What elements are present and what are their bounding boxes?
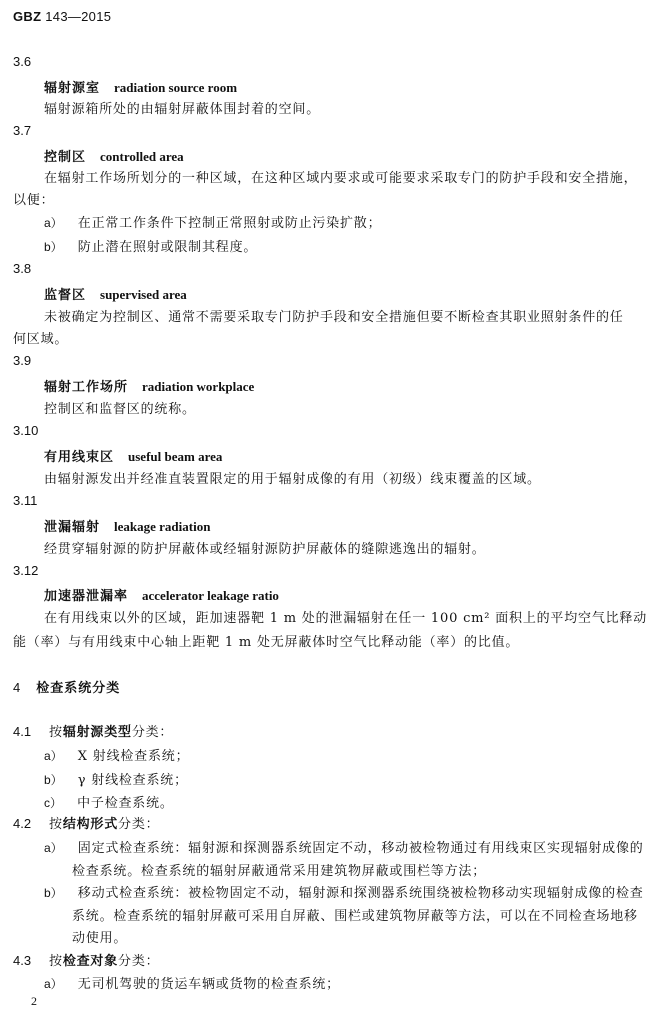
term-heading bbox=[44, 516, 210, 535]
subclause-number: 4.1 bbox=[13, 724, 32, 739]
item-text-continued: 系统。检查系统的辐射屏蔽可采用自屏蔽、围栏或建筑物屏蔽等方法，可以在不同检查场地移 bbox=[72, 909, 638, 924]
item-text-continued: 检查系统。检查系统的辐射屏蔽通常采用建筑物屏蔽或围栏等方法； bbox=[72, 864, 487, 879]
standard-number: 143—2015 bbox=[45, 9, 112, 24]
item-text-continued: 动使用。 bbox=[72, 931, 128, 946]
term-chinese: 辐射源室 bbox=[44, 81, 101, 96]
subclause-prefix: 按 bbox=[49, 725, 63, 740]
clause-number: 3.10 bbox=[13, 423, 39, 438]
clause-number: 3.12 bbox=[13, 563, 39, 578]
term-heading bbox=[44, 284, 187, 303]
term-english: radiation source room bbox=[114, 80, 238, 95]
section-heading bbox=[13, 677, 120, 696]
term-english: useful beam area bbox=[128, 449, 223, 464]
subclause-heading bbox=[13, 721, 173, 740]
item-label: a） bbox=[44, 749, 63, 763]
subclause-prefix: 按 bbox=[49, 817, 63, 832]
term-definition-continued: 以便： bbox=[13, 193, 55, 208]
term-heading bbox=[44, 146, 184, 165]
item-text: γ 射线检查系统； bbox=[77, 773, 188, 788]
term-definition-continued: 能（率）与有用线束中心轴上距靶 1 m 处无屏蔽体时空气比释动能（率）的比值。 bbox=[13, 635, 520, 650]
term-heading bbox=[44, 376, 254, 395]
subclause-number: 4.2 bbox=[13, 816, 32, 831]
subclause-keyword: 辐射源类型 bbox=[62, 725, 132, 740]
term-heading bbox=[44, 77, 237, 96]
term-definition: 经贯穿辐射源的防护屏蔽体或经辐射源防护屏蔽体的缝隙逃逸出的辐射。 bbox=[44, 542, 486, 557]
item-label: c） bbox=[44, 796, 63, 810]
term-heading bbox=[44, 446, 222, 465]
item-label: b） bbox=[44, 886, 63, 900]
clause-number: 3.11 bbox=[13, 493, 38, 508]
clause-number: 3.8 bbox=[13, 261, 32, 276]
list-item bbox=[44, 792, 174, 811]
item-label: a） bbox=[44, 977, 63, 991]
subclause-prefix: 按 bbox=[49, 954, 63, 969]
term-chinese: 有用线束区 bbox=[44, 450, 115, 465]
term-definition: 控制区和监督区的统称。 bbox=[44, 402, 196, 417]
term-definition: 在有用线束以外的区域，距加速器靶 1 m 处的泄漏辐射在任一 100 cm² 面积上的平均空气比释动 bbox=[44, 611, 648, 626]
subclause-suffix: 分类： bbox=[118, 817, 160, 832]
term-english: leakage radiation bbox=[114, 519, 211, 534]
clause-number: 3.6 bbox=[13, 54, 32, 69]
term-english: accelerator leakage ratio bbox=[142, 588, 279, 603]
list-item bbox=[44, 212, 381, 231]
subclause-keyword: 检查对象 bbox=[62, 954, 119, 969]
section-title: 检查系统分类 bbox=[36, 681, 121, 696]
item-text: 防止潜在照射或限制其程度。 bbox=[77, 240, 258, 255]
term-chinese: 加速器泄漏率 bbox=[44, 589, 129, 604]
subclause-suffix: 分类： bbox=[118, 954, 160, 969]
item-label: a） bbox=[44, 216, 63, 230]
item-label: a） bbox=[44, 841, 63, 855]
subclause-suffix: 分类： bbox=[131, 725, 174, 740]
item-text: 固定式检查系统：辐射源和探测器系统固定不动，移动被检物通过有用线束区实现辐射成像的 bbox=[77, 841, 644, 856]
list-item bbox=[44, 882, 644, 901]
list-item bbox=[44, 837, 644, 856]
term-definition: 辐射源箱所处的由辐射屏蔽体围封着的空间。 bbox=[44, 102, 321, 117]
term-heading bbox=[44, 585, 279, 604]
item-label: b） bbox=[44, 240, 63, 254]
term-chinese: 辐射工作场所 bbox=[44, 380, 129, 395]
term-chinese: 监督区 bbox=[44, 288, 87, 303]
term-chinese: 泄漏辐射 bbox=[44, 520, 101, 535]
item-text: 在正常工作条件下控制正常照射或防止污染扩散； bbox=[77, 216, 382, 231]
standard-code: GBZ bbox=[13, 9, 42, 24]
subclause-heading bbox=[13, 813, 159, 832]
section-number: 4 bbox=[13, 680, 21, 695]
item-text: 中子检查系统。 bbox=[77, 796, 174, 811]
subclause-keyword: 结构形式 bbox=[62, 817, 119, 832]
list-item bbox=[44, 973, 340, 992]
term-definition: 由辐射源发出并经准直装置限定的用于辐射成像的有用（初级）线束覆盖的区域。 bbox=[44, 472, 541, 487]
item-label: b） bbox=[44, 773, 63, 787]
term-english: supervised area bbox=[100, 287, 187, 302]
list-item bbox=[44, 236, 257, 255]
item-text: 移动式检查系统：被检物固定不动，辐射源和探测器系统围绕被检物移动实现辐射成像的检查 bbox=[77, 886, 644, 901]
page-number: 2 bbox=[31, 994, 37, 1008]
subclause-number: 4.3 bbox=[13, 953, 32, 968]
term-definition: 在辐射工作场所划分的一种区域，在这种区域内要求或可能要求采取专门的防护手段和安全措施， bbox=[44, 171, 638, 186]
term-definition-continued: 何区域。 bbox=[13, 332, 69, 347]
clause-number: 3.7 bbox=[13, 123, 32, 138]
term-definition: 未被确定为控制区、通常不需要采取专门防护手段和安全措施但要不断检查其职业照射条件的任 bbox=[44, 310, 624, 325]
item-text: X 射线检查系统； bbox=[77, 749, 190, 764]
term-chinese: 控制区 bbox=[44, 150, 87, 165]
list-item bbox=[44, 745, 189, 764]
list-item bbox=[44, 769, 188, 788]
term-english: radiation workplace bbox=[142, 379, 255, 394]
clause-number: 3.9 bbox=[13, 353, 32, 368]
item-text: 无司机驾驶的货运车辆或货物的检查系统； bbox=[77, 977, 340, 992]
page-header bbox=[13, 9, 111, 24]
term-english: controlled area bbox=[100, 149, 184, 164]
subclause-heading bbox=[13, 950, 159, 969]
